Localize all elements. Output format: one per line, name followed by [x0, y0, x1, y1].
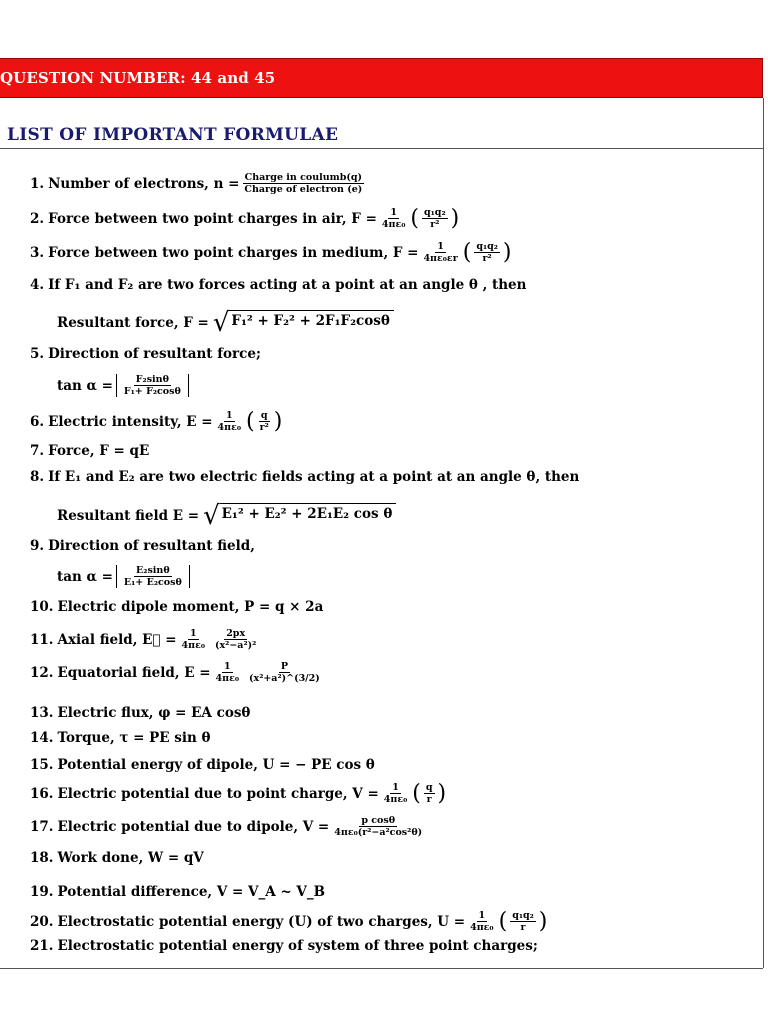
fraction-secondary-denominator: (x²+a²)^(3/2) — [249, 673, 320, 684]
paren-fraction — [424, 782, 435, 805]
formula-text: Electric potential due to dipole, V = — [57, 818, 330, 835]
paren-fraction-denominator: r² — [259, 422, 269, 433]
paren-fraction — [422, 207, 448, 230]
formula-number: 20. — [30, 913, 54, 930]
formula-text: tan α = — [57, 377, 113, 394]
formula-number: 11. — [30, 631, 54, 648]
formula-row — [30, 730, 211, 746]
paren-fraction — [258, 410, 271, 433]
formula-row — [30, 782, 446, 805]
radicand: F₁² + F₂² + 2F₁F₂cosθ — [229, 310, 393, 336]
question-banner — [0, 58, 763, 98]
paren-fraction-numerator: q — [260, 410, 268, 421]
fraction-denominator: Charge of electron (e) — [244, 184, 363, 195]
paren-fraction-numerator: q₁q₂ — [424, 207, 446, 218]
formula-row — [30, 628, 261, 651]
paren-fraction-numerator: q — [425, 782, 433, 793]
title-underline — [0, 148, 763, 149]
paren-fraction-numerator: q₁q₂ — [512, 910, 534, 921]
paren-fraction-denominator: r — [426, 794, 432, 805]
formula-text: Resultant force, F = — [57, 315, 209, 331]
close-paren: ) — [502, 239, 512, 265]
formula-number: 4. — [30, 277, 45, 293]
fraction-secondary-numerator: 2px — [226, 628, 246, 639]
fraction-numerator: 1 — [225, 410, 233, 421]
formula-row — [30, 172, 367, 195]
fraction — [382, 782, 410, 805]
fraction-denominator: E₁+ E₂cosθ — [123, 577, 182, 588]
formula-text: Electric flux, φ = EA cosθ — [57, 705, 251, 721]
close-paren: ) — [450, 205, 460, 231]
formula-row — [30, 346, 261, 362]
radicand: E₁² + E₂² + 2E₁E₂ cos θ — [220, 503, 397, 529]
formula-row — [30, 277, 526, 293]
close-paren: ) — [273, 408, 283, 434]
formula-row — [30, 757, 375, 773]
fraction-secondary — [247, 661, 322, 684]
formula-row — [30, 443, 149, 459]
formula-number: 13. — [30, 705, 54, 721]
fraction-denominator: 4πε₀(r²−a²cos²θ) — [334, 827, 423, 838]
formula-row — [30, 705, 250, 721]
formula-row — [57, 374, 189, 397]
fraction-denominator: 4πε₀εr — [423, 253, 458, 264]
formula-row — [30, 538, 255, 554]
bracket — [116, 374, 189, 397]
formula-text: If F₁ and F₂ are two forces acting at a point at an angle θ , then — [48, 277, 527, 293]
question-number-label: QUESTION NUMBER: 44 and 45 — [0, 69, 276, 87]
section-title: LIST OF IMPORTANT FORMULAE — [7, 125, 339, 145]
formula-row — [30, 599, 323, 615]
close-paren: ) — [538, 908, 548, 934]
formula-text: Electric intensity, E = — [48, 413, 213, 430]
formula-row — [30, 850, 204, 866]
formula-number: 21. — [30, 938, 54, 954]
fraction-numerator: 1 — [437, 241, 444, 252]
formula-text: Force between two point charges in air, F = — [48, 210, 377, 227]
fraction — [380, 207, 408, 230]
open-paren: ( — [246, 408, 255, 434]
fraction-secondary — [213, 628, 258, 651]
paren-fraction-numerator: q₁q₂ — [476, 241, 498, 252]
square-root — [213, 310, 394, 336]
formula-number: 2. — [30, 210, 45, 227]
formula-text: Resultant field E = — [57, 508, 200, 524]
formula-number: 6. — [30, 413, 45, 430]
formula-number: 19. — [30, 884, 54, 900]
fraction-numerator: 1 — [392, 782, 399, 793]
fraction — [242, 172, 364, 195]
formula-text: Potential energy of dipole, U = − PE cos θ — [57, 757, 375, 773]
formula-text: Work done, W = qV — [57, 850, 204, 866]
fraction — [122, 374, 183, 397]
fraction — [468, 910, 496, 933]
formula-number: 16. — [30, 785, 54, 802]
bracket — [116, 565, 190, 588]
open-paren: ( — [410, 205, 419, 231]
square-root — [203, 503, 396, 529]
formula-number: 17. — [30, 818, 54, 835]
formula-text: tan α = — [57, 568, 113, 585]
open-paren: ( — [498, 908, 508, 934]
fraction — [214, 661, 242, 684]
radical-sign: √ — [212, 308, 230, 338]
formula-row — [30, 241, 512, 264]
fraction-denominator: 4πε₀ — [217, 422, 242, 433]
formula-number: 5. — [30, 346, 45, 362]
formula-text: Equatorial field, E = — [57, 664, 211, 681]
fraction — [421, 241, 459, 264]
formula-text: Potential difference, V = V_A ~ V_B — [57, 884, 326, 900]
formula-row — [57, 565, 190, 588]
fraction-numerator: 1 — [223, 661, 231, 672]
formula-row — [30, 207, 459, 230]
fraction — [122, 565, 184, 588]
formula-text: Electrostatic potential energy (U) of two charges, U = — [57, 913, 466, 930]
formula-row — [30, 661, 325, 684]
fraction-denominator: 4πε₀ — [470, 922, 494, 933]
formula-number: 8. — [30, 469, 45, 485]
fraction-numerator: F₂sinθ — [135, 374, 169, 385]
formula-row — [30, 938, 538, 954]
formula-number: 10. — [30, 599, 54, 615]
formula-number: 1. — [30, 175, 45, 192]
formula-number: 18. — [30, 850, 54, 866]
paren-fraction — [510, 910, 536, 933]
formula-text: If E₁ and E₂ are two electric fields acting at a point at an angle θ, then — [48, 469, 580, 485]
formula-text: Number of electrons, n = — [48, 175, 240, 192]
formula-text: Force between two point charges in medium, F = — [48, 244, 419, 261]
formula-row — [30, 410, 282, 433]
formula-row — [57, 310, 394, 336]
formula-text: Axial field, E⃗ = — [57, 631, 177, 648]
formula-number: 3. — [30, 244, 45, 261]
close-paren: ) — [437, 780, 447, 806]
formula-text: Torque, τ = PE sin θ — [57, 730, 211, 746]
formula-number: 12. — [30, 664, 54, 681]
formula-text: Electric dipole moment, P = q × 2a — [57, 599, 324, 615]
open-paren: ( — [412, 780, 421, 806]
formula-text: Direction of resultant field, — [48, 538, 255, 554]
fraction — [216, 410, 244, 433]
formula-row — [30, 469, 579, 485]
fraction-numerator: p cosθ — [361, 815, 396, 826]
fraction — [332, 815, 424, 838]
fraction-numerator: Charge in coulumb(q) — [244, 172, 362, 183]
formula-text: Force, F = qE — [48, 443, 150, 459]
formula-number: 7. — [30, 443, 45, 459]
fraction-numerator: 1 — [390, 207, 397, 218]
paren-fraction — [474, 241, 500, 264]
formula-row — [30, 884, 325, 900]
bottom-border — [0, 968, 763, 969]
fraction-denominator: F₁+ F₂cosθ — [123, 386, 181, 397]
fraction-secondary-denominator: (x²−a²)² — [215, 640, 257, 651]
fraction-denominator: 4πε₀ — [215, 673, 240, 684]
fraction-secondary-numerator: P — [280, 661, 288, 672]
formula-text: Electrostatic potential energy of system of three point charges; — [57, 938, 538, 954]
radical-sign: √ — [203, 501, 220, 531]
formula-number: 14. — [30, 730, 54, 746]
open-paren: ( — [462, 239, 472, 265]
formula-text: Direction of resultant force; — [48, 346, 261, 362]
paren-fraction-denominator: r — [520, 922, 526, 933]
formula-row — [30, 815, 427, 838]
fraction — [180, 628, 208, 651]
formula-row — [30, 910, 547, 933]
formula-number: 9. — [30, 538, 45, 554]
paren-fraction-denominator: r² — [430, 219, 440, 230]
fraction-denominator: 4πε₀ — [181, 640, 206, 651]
formula-text: Electric potential due to point charge, V = — [57, 785, 379, 802]
fraction-denominator: 4πε₀ — [383, 794, 408, 805]
fraction-numerator: 1 — [189, 628, 197, 639]
paren-fraction-denominator: r² — [482, 253, 492, 264]
right-border — [763, 98, 764, 968]
formula-number: 15. — [30, 757, 54, 773]
fraction-numerator: 1 — [478, 910, 486, 921]
fraction-denominator: 4πε₀ — [381, 219, 406, 230]
fraction-numerator: E₂sinθ — [136, 565, 170, 576]
formula-row — [57, 503, 396, 529]
